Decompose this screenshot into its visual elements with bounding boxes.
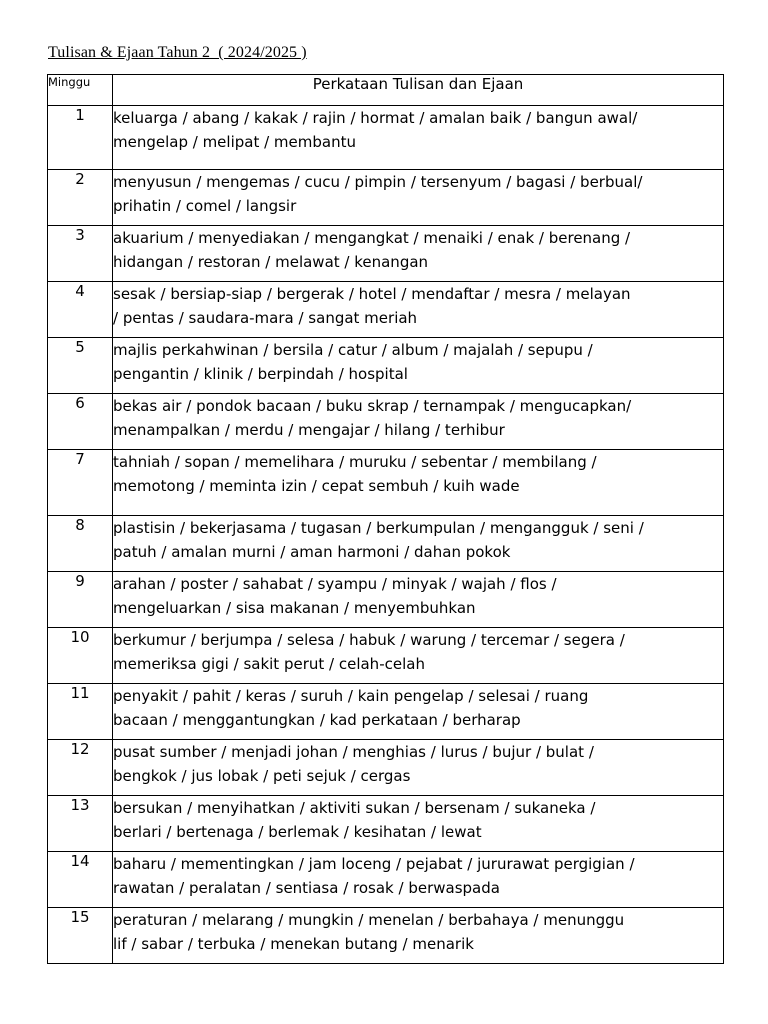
table-row — [48, 852, 724, 908]
week-number: 12 — [48, 740, 113, 796]
table-row — [48, 908, 724, 964]
word-list: sesak / bersiap-siap / bergerak / hotel / mendaftar / mesra / melayan / pentas / saudara-mara / sangat meriah — [113, 282, 724, 338]
week-number: 7 — [48, 450, 113, 516]
week-number: 13 — [48, 796, 113, 852]
table-row — [48, 740, 724, 796]
header-words: Perkataan Tulisan dan Ejaan — [113, 75, 724, 106]
word-list: baharu / mementingkan / jam loceng / pejabat / jururawat pergigian / rawatan / peralatan / sentiasa / rosak / berwaspada — [113, 852, 724, 908]
table-row — [48, 106, 724, 170]
word-list: bekas air / pondok bacaan / buku skrap / ternampak / mengucapkan/ menampalkan / merdu / mengajar / hilang / terhibur — [113, 394, 724, 450]
week-number: 3 — [48, 226, 113, 282]
table-row — [48, 572, 724, 628]
spelling-table — [47, 74, 724, 964]
week-number: 9 — [48, 572, 113, 628]
week-number: 10 — [48, 628, 113, 684]
table-row — [48, 796, 724, 852]
week-number: 11 — [48, 684, 113, 740]
table-row — [48, 282, 724, 338]
document-title: Tulisan & Ejaan Tahun 2 ( 2024/2025 ) — [48, 44, 307, 61]
word-list: tahniah / sopan / memelihara / muruku / sebentar / membilang / memotong / meminta izin / cepat sembuh / kuih wade — [113, 450, 724, 516]
word-list: penyakit / pahit / keras / suruh / kain pengelap / selesai / ruang bacaan / menggantungkan / kad perkataan / berharap — [113, 684, 724, 740]
week-number: 14 — [48, 852, 113, 908]
table-row — [48, 516, 724, 572]
word-list: arahan / poster / sahabat / syampu / minyak / wajah / flos / mengeluarkan / sisa makanan / menyembuhkan — [113, 572, 724, 628]
word-list: pusat sumber / menjadi johan / menghias / lurus / bujur / bulat / bengkok / jus lobak / peti sejuk / cergas — [113, 740, 724, 796]
table-row — [48, 394, 724, 450]
week-number: 8 — [48, 516, 113, 572]
week-number: 2 — [48, 170, 113, 226]
word-list: menyusun / mengemas / cucu / pimpin / tersenyum / bagasi / berbual/ prihatin / comel / langsir — [113, 170, 724, 226]
table-body — [48, 106, 724, 964]
week-number: 5 — [48, 338, 113, 394]
week-number: 6 — [48, 394, 113, 450]
word-list: plastisin / bekerjasama / tugasan / berkumpulan / mengangguk / seni / patuh / amalan murni / aman harmoni / dahan pokok — [113, 516, 724, 572]
word-list: peraturan / melarang / mungkin / menelan / berbahaya / menunggu lif / sabar / terbuka / menekan butang / menarik — [113, 908, 724, 964]
table-row — [48, 226, 724, 282]
table-row — [48, 684, 724, 740]
week-number: 4 — [48, 282, 113, 338]
word-list: majlis perkahwinan / bersila / catur / album / majalah / sepupu / pengantin / klinik / berpindah / hospital — [113, 338, 724, 394]
table-row — [48, 450, 724, 516]
word-list: berkumur / berjumpa / selesa / habuk / warung / tercemar / segera / memeriksa gigi / sakit perut / celah-celah — [113, 628, 724, 684]
table-row — [48, 170, 724, 226]
table-header-row — [48, 75, 724, 106]
week-number: 15 — [48, 908, 113, 964]
word-list: bersukan / menyihatkan / aktiviti sukan / bersenam / sukaneka / berlari / bertenaga / berlemak / kesihatan / lewat — [113, 796, 724, 852]
word-list: akuarium / menyediakan / mengangkat / menaiki / enak / berenang / hidangan / restoran / melawat / kenangan — [113, 226, 724, 282]
header-week: Minggu — [48, 75, 113, 106]
word-list: keluarga / abang / kakak / rajin / hormat / amalan baik / bangun awal/ mengelap / melipat / membantu — [113, 106, 724, 170]
week-number: 1 — [48, 106, 113, 170]
table-row — [48, 628, 724, 684]
table-row — [48, 338, 724, 394]
